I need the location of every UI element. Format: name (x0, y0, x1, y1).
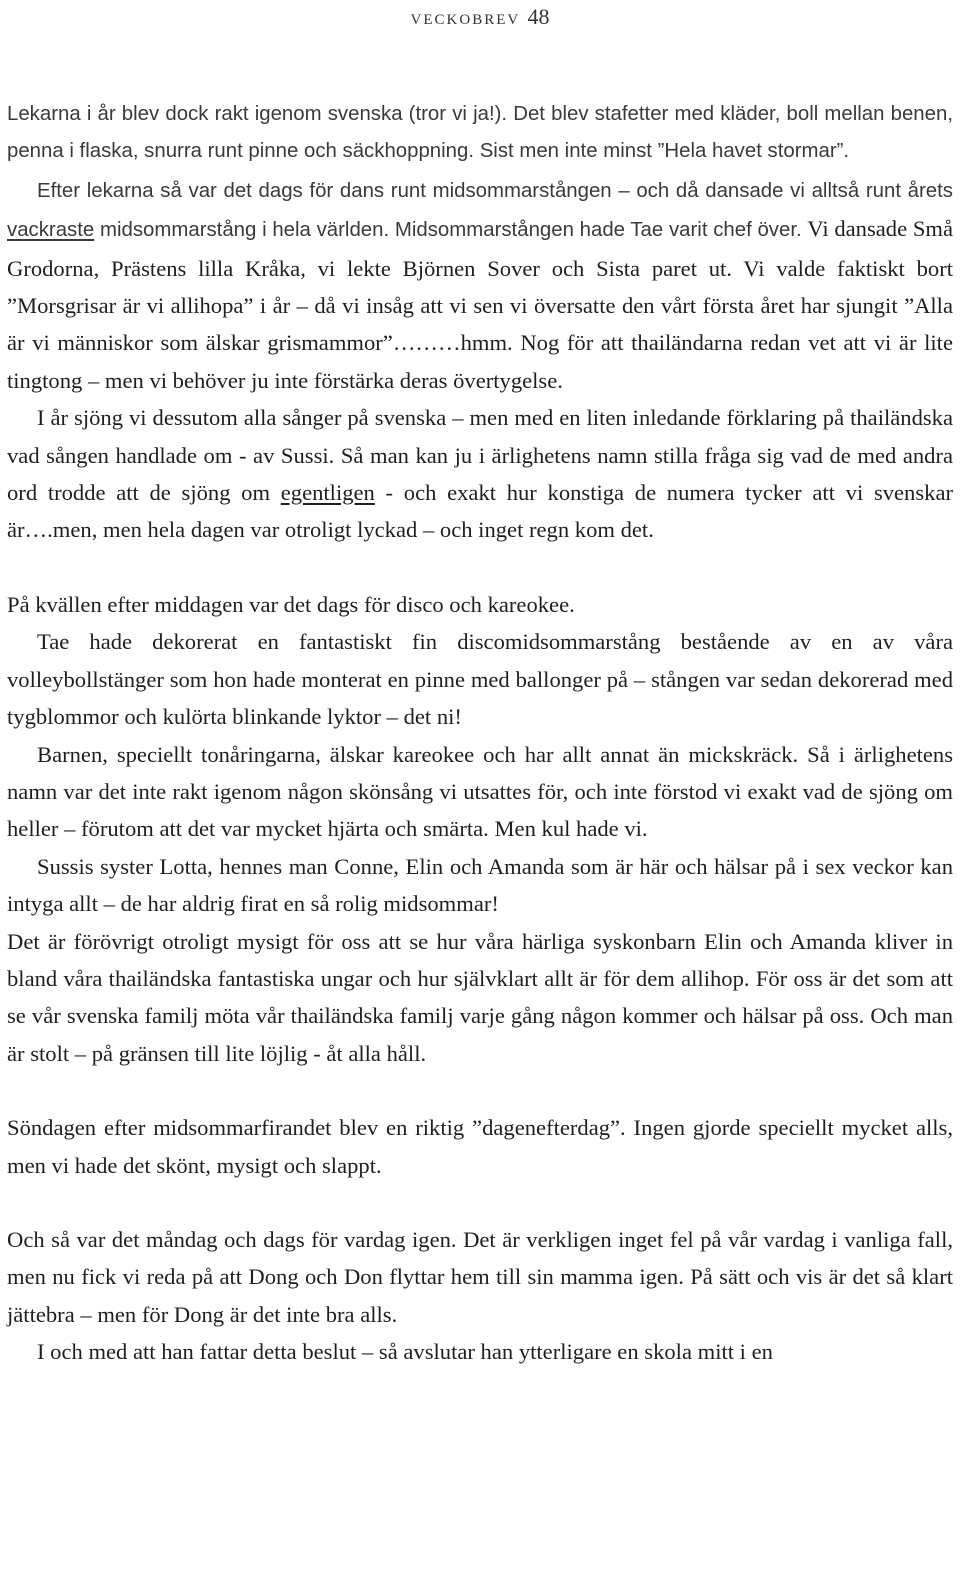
dancing-text-mid: midsommarstång i hela världen. Midsommarstången hade Tae varit chef över. (94, 219, 808, 242)
underlined-word-vackraste: vackraste (7, 219, 95, 242)
page-number: 48 (527, 4, 550, 29)
underlined-word-egentligen: egentligen (280, 480, 375, 506)
paragraph-kareokee: Barnen, speciellt tonåringarna, älskar kareokee och har allt annat än mickskräck. Så i ärlighetens namn var det inte rakt igenom någon skönsång vi utsattes för, och inte förstod vi exakt vad de sjöng om heller – förutom att det var mycket hjärta och smärta. Men kul hade vi. (7, 741, 953, 842)
songs-text-end: - och exakt hur konstiga de numera tycker att vi svenskar är….men, men hela dagen var otroligt lyckad – och inget regn kom det. (7, 480, 953, 543)
page-header (0, 4, 960, 30)
letter-body (7, 96, 953, 1371)
paragraph-songs (7, 399, 953, 549)
paragraph-sunday: Söndagen efter midsommarfirandet blev en riktig ”dagenefterdag”. Ingen gjorde speciellt mycket alls, men vi hade det skönt, mysigt och slappt. (7, 1115, 953, 1178)
paragraph-disco: På kvällen efter middagen var det dags för disco och kareokee. (7, 591, 575, 617)
paragraph-games: Lekarna i år blev dock rakt igenom svenska (tror vi ja!). Det blev stafetter med kläder, boll mellan benen, penna i flaska, snurra runt pinne och säckhoppning. Sist men inte minst ”Hela havet stormar”. (7, 103, 953, 163)
header-label: veckobrev (410, 5, 521, 29)
paragraph-gap (7, 1184, 953, 1221)
songs-text-start: I år sjöng vi dessutom alla sånger på svenska – men med en liten inledande förklaring på thailändska vad sången handlade om - av Sussi. Så man kan ju i ärlighetens namn stilla fråga sig vad de med andra ord trodde att de sjöng om (7, 405, 953, 506)
paragraph-monday: Och så var det måndag och dags för vardag igen. Det är verkligen inget fel på vår vardag i vanliga fall, men nu fick vi reda på att Dong och Don flyttar hem till sin mamma igen. På sätt och vis är det så klart jättebra – men för Dong är det inte bra alls. (7, 1226, 953, 1327)
dancing-text-end: Vi dansade Små Grodorna, Prästens lilla Kråka, vi lekte Björnen Sover och Sista paret ut. Vi valde faktiskt bort ”Morsgrisar är vi allihopa” i år – då vi insåg att vi sen vi översatte den vårt första året har sjungit ”Alla är vi människor som älskar grismammor”………hmm. Nog för att thailändarna redan vet att vi är lite tingtong – men vi behöver ju inte förstärka deras övertygelse. (7, 216, 953, 393)
dancing-text-start: Efter lekarna så var det dags för dans runt midsommarstången – och då dansade vi alltså runt årets (37, 179, 953, 202)
paragraph-dancing (7, 171, 953, 399)
paragraph-gap (7, 549, 953, 586)
paragraph-gap (7, 1072, 953, 1109)
paragraph-school: I och med att han fattar detta beslut – så avslutar han ytterligare en skola mitt i en (37, 1339, 773, 1365)
paragraph-visitors: Sussis syster Lotta, hennes man Conne, Elin och Amanda som är här och hälsar på i sex veckor kan intyga allt – de har aldrig firat en så rolig midsommar! (7, 853, 953, 917)
paragraph-family: Det är förövrigt otroligt mysigt för oss att se hur våra härliga syskonbarn Elin och Amanda kliver in bland våra thailändska fantastiska ungar och hur självklart allt är för dem allihop. För oss är det som att se vår svenska familj möta vår thailändska familj varje gång någon kommer och hälsar på oss. Och man är stolt – på gränsen till lite löjlig - åt alla håll. (7, 928, 953, 1066)
paragraph-decoration: Tae hade dekorerat en fantastiskt fin discomidsommarstång bestående av en av våra volleybollstänger som hon hade monterat en pinne med ballonger på – stången var sedan dekorerad med tygblommor och kulörta blinkande lyktor – det ni! (7, 629, 953, 730)
